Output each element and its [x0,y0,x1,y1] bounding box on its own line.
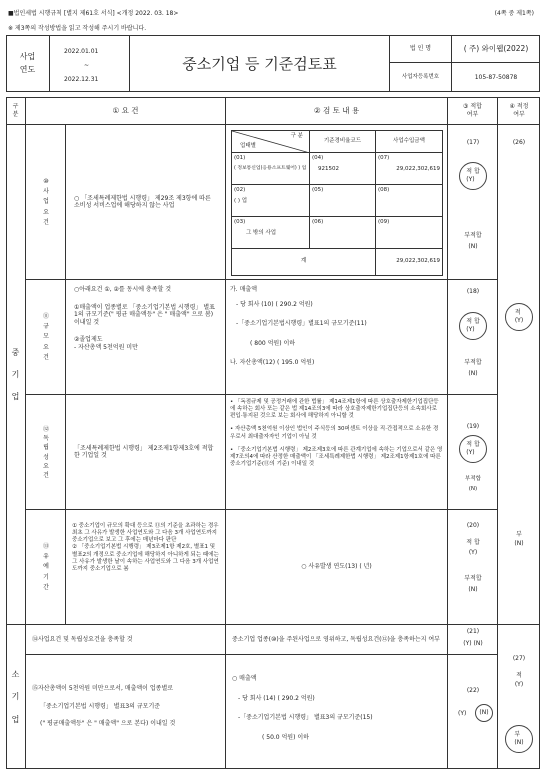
sme-fit4-cell [498,125,540,625]
sme-fit4-yes: 적 (Y) [505,303,533,331]
small-req-3: 「중소기업기본법 시행령」 별표3의 규모기준 [40,702,161,710]
sme-fit4-no-label: 부 (N) [514,531,524,547]
row3-inc-no: (09) [378,219,390,225]
small-rev-1: 중소기업 업종(⑩)을 주된사업으로 영위하고, 독립성요건(⑫)을 충족하는지 여부 [232,635,440,643]
small-fit4-cell [498,625,540,769]
total-label: 계 [232,249,376,276]
row1-no: (01) [234,155,246,161]
scale-fit-no: (18) [466,288,480,295]
independence-requirement: 「조세특례제한법 시행령」 제2조제1항제3호에 적합한 기업일 것 [74,444,214,459]
scale-rev-2: - 당 회사 (10) ( 290.2 억원) [236,300,313,308]
small-fit4-no: (27) [512,655,526,662]
business-fit-cell [448,125,498,280]
form-title: 중소기업 등 기준검토표 [130,35,390,92]
fiscal-period [50,35,130,92]
total-income: 29,022,302,619 [376,249,443,276]
row1-inc-no: (07) [378,155,390,161]
code-header: 기준경비율코드 [310,131,376,153]
col-fit3-header: ③ 적합 여부 [448,97,498,125]
business-requirement-cell [66,125,226,280]
scale-fit-yes: 적 합 (Y) [459,312,487,340]
small-rev-4: -「중소기업기본법 시행령」 별표3의 규모기준(15) [238,714,373,721]
independence-rev-3: • 「중소기업기본법 시행령」 제2조제3호에 따른 관계기업에 속하는 기업으로서 같은 영 제7조의4에 따라 산정한 매출액이 「조세특례제한법 시행령」 제2조제1항제1호에 따른 중소기업기준(⑪의 기준) 이내일 것 [230,446,443,467]
independence-review-cell [226,395,448,510]
scale-label-cell [26,280,66,395]
corp-name-label: 법 인 명 [390,35,452,63]
code-row-1 [310,153,376,185]
small-fit-2-n: (N) [475,704,493,722]
small-req-1: ⑭사업요건 및 독립성요건을 충족할 것 [32,635,133,643]
independence-fit-yes: 적 합 (Y) [459,435,487,463]
row1-name: ( 정보통신업(응용소프트웨어) ) 업 [234,166,307,172]
scale-requirement-cell [66,280,226,395]
row2-name: ( ) 업 [234,198,248,205]
biz-type-header [232,131,310,153]
independence-label-cell [26,395,66,510]
independence-fit-cell [448,395,498,510]
grace-fit-yes: 적 합 (Y) [466,539,480,556]
sme-fit4-no: (26) [512,139,526,146]
income-header: 사업수입금액 [376,131,443,153]
income-row-1 [376,153,443,185]
small-fit-1: (Y) (N) [463,640,483,647]
fiscal-dash: ~ [84,62,90,69]
grace-requirement: ① 중소기업이 규모의 확대 등으로 ⑪의 기준을 초과하는 경우 최초 그 사유가 발생한 사업연도와 그 다음 3개 사업연도까지 중소기업으로 보고 그 후에는 매년마다 판단 ② 「중소기업기본법 시행령」 제3조제1항 제2호, 별표1 및 별표2의 개정으로 중소기업에 해당하지 아니하게 되는 때에는 그 사유가 발생한 날이 속하는 사업연도와 그 다음 3개 사업연도까지 중소기업으로 봄 [72,523,219,572]
code-row-3 [310,217,376,249]
independence-fit-no-label: 부적합 (N) [465,476,481,492]
corp-name: ( 주) 와이웹(2022) [452,35,540,63]
row1-income: 29,022,302,619 [396,166,440,173]
independence-fit-no: (19) [466,423,480,430]
row1-code: 921502 [318,166,339,173]
small-req-2: ⑮자산총액이 5천억원 미만으로서, 매출액이 업종별로 [32,685,174,692]
small-fit-1-cell [448,625,498,655]
scale-req-3: ②졸업제도 - 자산총액 5천억원 미만 [74,336,138,351]
row3-no: (03) [234,219,246,225]
small-rev-2: ○ 매출액 [232,675,257,682]
business-review-cell [226,125,448,280]
form-reference: ■법인세법 시행규칙 [별지 제61호 서식] <개정 2022. 03. 18> [8,10,179,17]
biz-header: 업태별 [240,142,256,149]
small-rev-3: - 당 회사 (14) ( 290.2 억원) [238,694,315,702]
biz-row-2 [232,185,310,217]
fiscal-end: 2022.12.31 [64,76,99,83]
business-label: ⑩ 사 업 요 건 [43,178,49,226]
grace-label: ⑬ 유 예 기 간 [42,543,49,591]
col-fit4-header: ④ 적정 여부 [498,97,540,125]
grace-fit-no-label: 부적합 (N) [464,575,482,593]
business-requirement: ○ 「조세특례제한법 시행령」 제29조 제3항에 따른 소비성 서비스업에 해당하지 않는 사업 [74,194,211,209]
grace-fit-cell [448,510,498,625]
small-fit-1-no: (21) [466,628,480,635]
row2-code-no: (05) [312,187,324,193]
small-rev-2-cell [226,655,448,769]
scale-label: ⑪ 규 모 요 건 [42,313,49,361]
independence-label: ⑫ 독 립 성 요 건 [42,425,49,480]
biz-row-1 [232,153,310,185]
row3-name: 그 밖의 사업 [246,230,277,237]
col-review-header: ② 검 토 내 용 [226,97,448,125]
small-fit-2-cell [448,655,498,769]
small-fit-2-y: (Y) [458,710,467,717]
small-rev-5: ( 50.0 억원) 이하 [262,733,309,741]
business-fit-no-label: 부적합 (N) [464,232,482,250]
scale-rev-3: -「중소기업기본법시행령」별표1의 규모기준(11) [236,320,367,327]
small-fit4-yes: 적 (Y) [514,672,524,688]
row2-inc-no: (08) [378,187,390,193]
instruction-note: ※ 제3쪽의 작성방법을 읽고 작성해 주시기 바랍니다. [8,25,147,32]
row1-code-no: (04) [312,155,324,161]
biz-no-label: 사업자등록번호 [390,63,452,92]
scale-rev-4: ( 800 억원) 이하 [250,339,296,347]
section-small: 소 기 업 [6,625,26,769]
independence-requirement-cell [66,395,226,510]
grace-review-cell [226,510,448,625]
type-header: 구 분 [290,133,303,139]
scale-req-1: ○아래요건 ①, ②를 동시에 충족할 것 [74,286,171,293]
row2-no: (02) [234,187,246,193]
biz-no: 105-87-50878 [474,73,518,81]
fiscal-start: 2022.01.01 [64,48,99,55]
scale-rev-1: 가. 매출액 [230,286,257,293]
independence-rev-2: • 자산총액 5천억원 이상인 법인이 주식등의 30퍼센트 이상을 직·간접적으로 소유한 경우로서 최대출자자인 기업이 아닐 것 [230,426,439,440]
grace-review: ○ 사유발생 연도(13) ( 년) [301,563,372,571]
scale-fit-cell [448,280,498,395]
small-req-1-cell [26,625,226,655]
page-count: (4쪽 중 제1쪽) [494,10,534,17]
small-fit4-no-label: 부 (N) [505,725,533,753]
business-fit-yes: 적 합 (Y) [459,162,487,190]
small-req-2-cell [26,655,226,769]
business-label-cell [26,125,66,280]
income-row-3 [376,217,443,249]
grace-requirement-cell [66,510,226,625]
section-sme: 중 기 업 [6,125,26,625]
scale-review-cell [226,280,448,395]
fiscal-year-label: 사업 연도 [6,35,50,92]
col-requirement-header: ① 요 건 [26,97,226,125]
biz-row-3 [232,217,310,249]
scale-req-2: ①매출액이 업종별로 「중소기업기본법 시행령」 별표 1의 규모기준(" 평균 매출액등" 은 " 매출액" 으로 봄) 이내일 것 [74,303,215,326]
scale-fit-no-label: 부적합 (N) [464,359,482,377]
independence-rev-1: • 「독점규제 및 공정거래에 관한 법률」 제14조제1항에 따른 상호출자제한기업집단등에 속하는 회사 또는 같은 법 제14조의3에 따라 상호출자제한기업집단등의 소속회사로 편입·통지된 것으로 보는 회사에 해당하지 아니할 것 [230,399,439,420]
small-fit-2-no: (22) [466,687,480,694]
small-req-4: (" 평균매출액등" 은 " 매출액" 으로 본다) 이내일 것 [40,720,176,727]
scale-rev-5: 나. 자산총액(12) ( 195.0 억원) [230,359,315,366]
business-fit-no: (17) [466,139,480,146]
row3-code-no: (06) [312,219,324,225]
grace-fit-no: (20) [466,522,480,529]
col-category-header: 구 분 [6,97,26,125]
business-income-table [231,130,443,276]
income-row-2 [376,185,443,217]
code-row-2 [310,185,376,217]
small-rev-1-cell [226,625,448,655]
grace-label-cell [26,510,66,625]
